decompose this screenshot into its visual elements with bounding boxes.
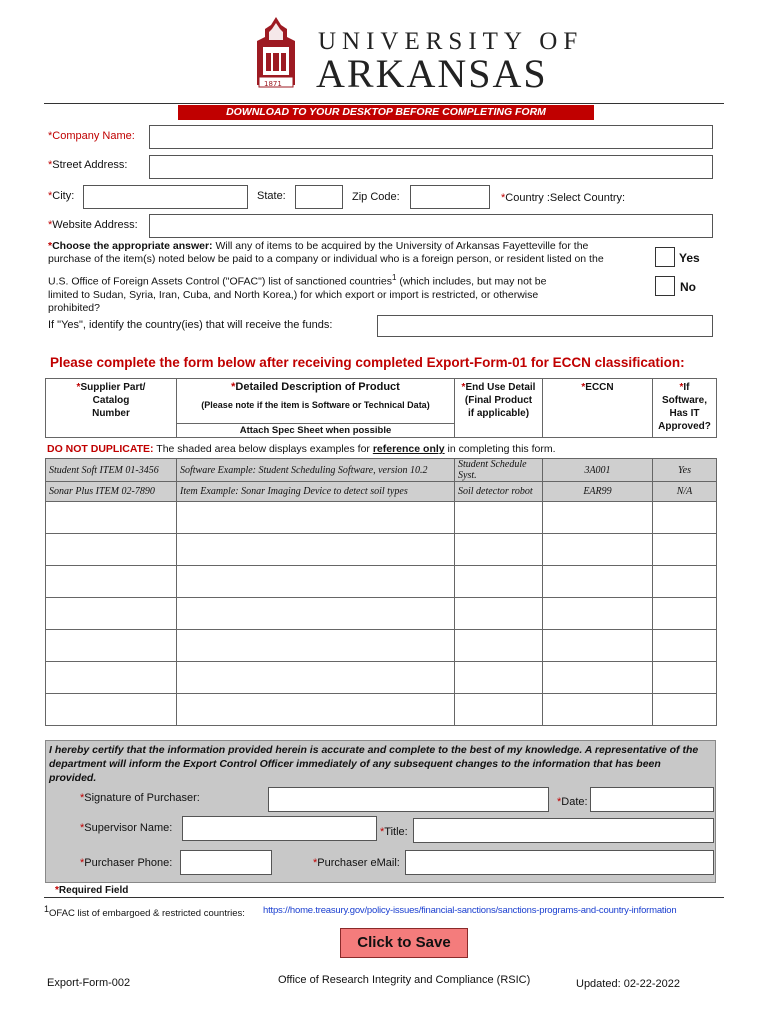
purchaser-email-field[interactable] (405, 850, 714, 875)
street-address-label: *Street Address: (48, 159, 128, 171)
save-button[interactable]: Click to Save (340, 928, 468, 958)
website-label: *Website Address: (48, 219, 138, 231)
street-address-field[interactable] (149, 155, 713, 179)
required-field-note: *Required Field (55, 885, 129, 896)
certification-text: I hereby certify that the information provided herein is accurate and complete to the best of my knowledge. A representative of the department will inform the Export Control Officer immediately of any subsequent changes to the information that has been provided. (49, 744, 699, 784)
country-select[interactable]: *Country :Select Country: (501, 192, 626, 204)
no-checkbox[interactable] (655, 276, 675, 296)
university-name-line2: ARKANSAS (316, 51, 548, 96)
header-eccn: *ECCN (543, 379, 653, 438)
website-field[interactable] (149, 214, 713, 238)
state-label: State: (257, 190, 286, 202)
company-name-label: *Company Name: (48, 130, 135, 142)
header-description: *Detailed Description of Product (Please note if the item is Software or Technical Data) (177, 379, 455, 424)
table-row[interactable] (46, 598, 717, 630)
state-field[interactable] (295, 185, 343, 209)
header-rule (44, 103, 724, 104)
footnote-rule (44, 897, 724, 898)
city-label: *City: (48, 190, 75, 202)
table-row[interactable] (46, 502, 717, 534)
table-row[interactable] (46, 630, 717, 662)
if-yes-label: If "Yes", identify the country(ies) that will receive the funds: (48, 319, 333, 331)
header-software-approved: *If Software, Has IT Approved? (653, 379, 717, 438)
university-name-line1: UNIVERSITY OF (318, 28, 584, 55)
header-supplier: *Supplier Part/ Catalog Number (46, 379, 177, 438)
footnote: $^1$OFAC list of embargoed & restricted countries: (44, 904, 245, 920)
signature-label: *Signature of Purchaser: (80, 792, 200, 804)
example-row: Student Soft ITEM 01-3456 Software Example: Student Scheduling Software, version 10.2 Student Schedule Syst. 3A001 Yes (46, 459, 717, 482)
do-not-duplicate-note: DO NOT DUPLICATE: The shaded area below displays examples for reference only in completing this form. (47, 443, 556, 455)
ofac-question: *Choose the appropriate answer: Will any of items to be acquired by the University of Arkansas Fayetteville for the purchase of the item(s) noted below be paid to a company or individual who is a foreign person, or resident listed on the U.S. Office of Foreign Assets Control ("OFAC") list of sanctioned countries$^1$ (which includes, but may not be limited to Sudan, Syria, Iran, Cuba, and North Korea,) for which export or import is restricted, or otherwise prohibited? (48, 240, 604, 314)
supervisor-label: *Supervisor Name: (80, 822, 173, 834)
no-label: No (680, 280, 696, 294)
yes-checkbox[interactable] (655, 247, 675, 267)
date-field[interactable] (590, 787, 714, 812)
date-label: *Date: (557, 796, 588, 808)
sanctioned-countries-field[interactable] (377, 315, 713, 337)
title-label: *Title: (380, 826, 408, 838)
table-row[interactable] (46, 534, 717, 566)
ofac-link[interactable]: https://home.treasury.gov/policy-issues/financial-sanctions/sanctions-programs-and-country-information (263, 905, 677, 916)
items-table-body (45, 458, 717, 726)
title-field[interactable] (413, 818, 714, 843)
office-name: Office of Research Integrity and Compliance (RSIC) (278, 974, 531, 986)
table-row[interactable] (46, 566, 717, 598)
section-title: Please complete the form below after receiving completed Export-Form-01 for ECCN classification: (50, 355, 685, 370)
table-row[interactable] (46, 662, 717, 694)
purchaser-email-label: *Purchaser eMail: (313, 857, 400, 869)
signature-field[interactable] (268, 787, 549, 812)
zip-label: Zip Code: (352, 191, 400, 203)
download-banner: DOWNLOAD TO YOUR DESKTOP BEFORE COMPLETING FORM (178, 105, 594, 120)
updated-date: Updated: 02-22-2022 (576, 978, 680, 990)
header-enduse: *End Use Detail (Final Product if applicable) (455, 379, 543, 438)
example-row: Sonar Plus ITEM 02-7890 Item Example: Sonar Imaging Device to detect soil types Soil detector robot EAR99 N/A (46, 482, 717, 502)
table-row[interactable] (46, 694, 717, 726)
purchaser-phone-label: *Purchaser Phone: (80, 857, 173, 869)
items-table-header (45, 378, 717, 438)
city-field[interactable] (83, 185, 248, 209)
header-attach-spec: Attach Spec Sheet when possible (177, 424, 455, 438)
seal-year: 1871 (264, 80, 282, 88)
purchaser-phone-field[interactable] (180, 850, 272, 875)
form-id: Export-Form-002 (47, 977, 131, 989)
yes-label: Yes (679, 251, 700, 265)
zip-field[interactable] (410, 185, 490, 209)
supervisor-field[interactable] (182, 816, 377, 841)
company-name-field[interactable] (149, 125, 713, 149)
